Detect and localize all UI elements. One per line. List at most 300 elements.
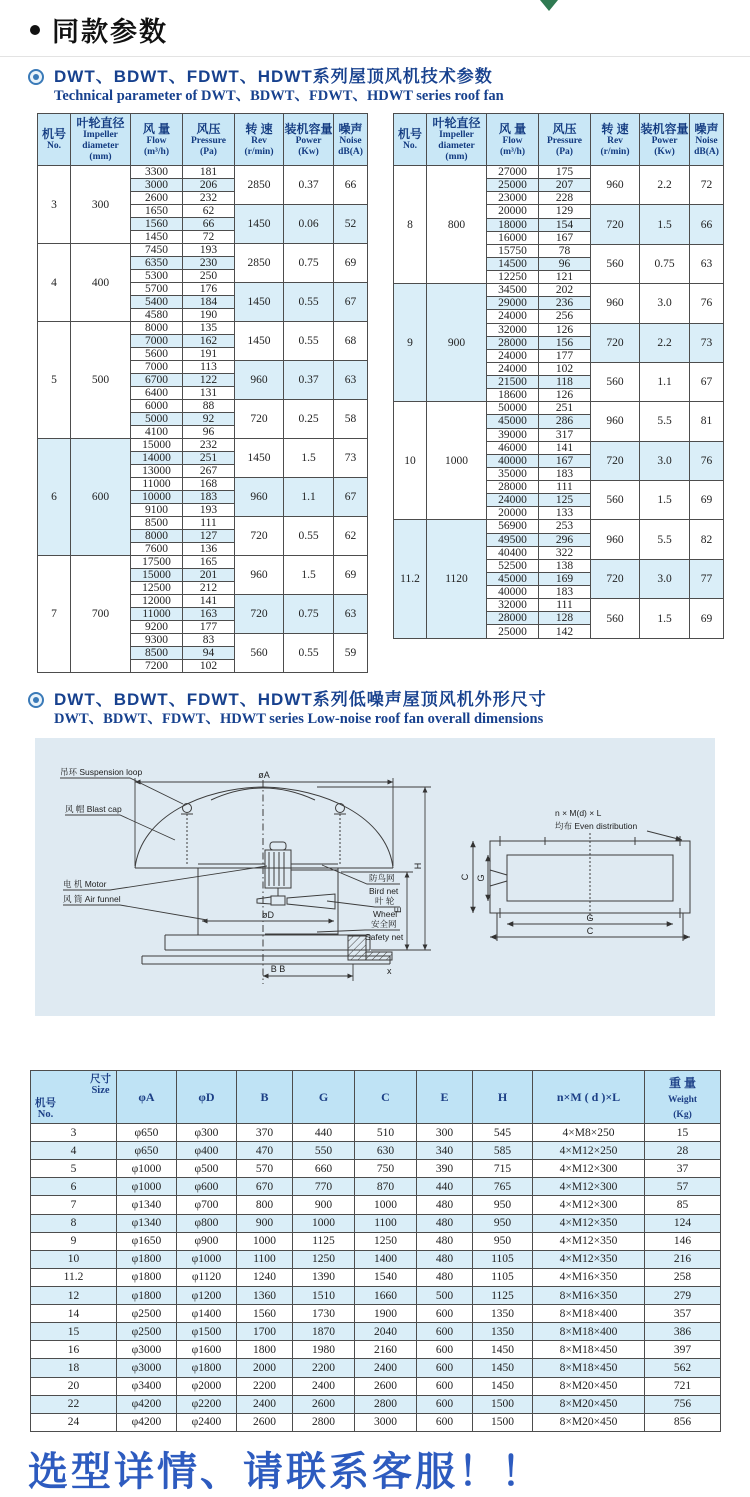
- dim-C-cell: 2160: [355, 1341, 417, 1359]
- dim-col-header-phiD: φD: [177, 1071, 237, 1124]
- dim-phiA-cell: φ4200: [117, 1395, 177, 1413]
- dim-H-cell: 715: [473, 1160, 533, 1178]
- dim-B-cell: 1000: [237, 1232, 293, 1250]
- pressure-cell: 163: [183, 608, 235, 621]
- dim-H-cell: 1450: [473, 1377, 533, 1395]
- dim-no-cell: 14: [31, 1305, 117, 1323]
- param-col-header: 机号 No.: [394, 114, 427, 166]
- rev-cell: 1450: [235, 283, 284, 322]
- dim-phiD-cell: φ700: [177, 1196, 237, 1214]
- dim-no-cell: 6: [31, 1178, 117, 1196]
- dim-bolt-cell: 4×M8×250: [533, 1124, 645, 1142]
- dim-C-cell: 1900: [355, 1305, 417, 1323]
- dim-row: [31, 1305, 721, 1323]
- pressure-cell: 96: [539, 257, 591, 270]
- flow-cell: 45000: [487, 415, 539, 428]
- pressure-cell: 286: [539, 415, 591, 428]
- param-col-header: 风 量 Flow (m³/h): [131, 114, 183, 166]
- flow-cell: 9100: [131, 504, 183, 517]
- dim-label-c-left: C: [460, 873, 470, 881]
- dim-G-cell: 550: [293, 1142, 355, 1160]
- dim-G-cell: 1125: [293, 1232, 355, 1250]
- noise-cell: 76: [690, 441, 724, 480]
- param-col-header: 机号 No.: [38, 114, 71, 166]
- bolt-spec-label: n × M(d) × L: [555, 808, 602, 818]
- pressure-cell: 125: [539, 494, 591, 507]
- power-cell: 1.5: [640, 481, 690, 520]
- flow-cell: 15750: [487, 244, 539, 257]
- impeller-diameter-cell: 300: [71, 166, 131, 244]
- machine-no-cell: 8: [394, 166, 427, 284]
- noise-cell: 67: [334, 283, 368, 322]
- dim-phiA-cell: φ4200: [117, 1413, 177, 1431]
- dim-B-cell: 900: [237, 1214, 293, 1232]
- dim-weight-cell: 37: [645, 1160, 721, 1178]
- dim-B-cell: 1700: [237, 1323, 293, 1341]
- pressure-cell: 126: [539, 389, 591, 402]
- flow-cell: 20000: [487, 507, 539, 520]
- dim-C-cell: 2040: [355, 1323, 417, 1341]
- dim-G-cell: 1730: [293, 1305, 355, 1323]
- corner-no-label: 机号 No.: [35, 1098, 56, 1120]
- flow-cell: 8500: [131, 647, 183, 660]
- flow-cell: 4580: [131, 309, 183, 322]
- label-safety-net-en: Safety net: [365, 932, 404, 942]
- dim-B-cell: 570: [237, 1160, 293, 1178]
- pressure-cell: 154: [539, 218, 591, 231]
- flow-cell: 1560: [131, 218, 183, 231]
- dim-bolt-cell: 8×M20×450: [533, 1395, 645, 1413]
- pressure-cell: 83: [183, 634, 235, 647]
- dim-row: [31, 1250, 721, 1268]
- dim-weight-cell: 258: [645, 1268, 721, 1286]
- dim-row: [31, 1323, 721, 1341]
- dim-H-cell: 765: [473, 1178, 533, 1196]
- pressure-cell: 183: [183, 491, 235, 504]
- flow-cell: 28000: [487, 612, 539, 625]
- dim-phiD-cell: φ500: [177, 1160, 237, 1178]
- footer-cta-text: 选型详情、请联系客服！！: [28, 1450, 544, 1494]
- dim-weight-cell: 721: [645, 1377, 721, 1395]
- noise-cell: 63: [334, 361, 368, 400]
- dim-G-cell: 2200: [293, 1359, 355, 1377]
- dim-C-cell: 1660: [355, 1286, 417, 1304]
- rev-cell: 720: [591, 441, 640, 480]
- dim-C-cell: 1250: [355, 1232, 417, 1250]
- dim-phiA-cell: φ3000: [117, 1359, 177, 1377]
- flow-cell: 12250: [487, 271, 539, 284]
- machine-no-cell: 3: [38, 166, 71, 244]
- dim-bolt-cell: 8×M20×450: [533, 1413, 645, 1431]
- page-title: 同款参数: [52, 17, 168, 47]
- dim-E-cell: 340: [417, 1142, 473, 1160]
- flow-cell: 1650: [131, 205, 183, 218]
- flow-cell: 6700: [131, 374, 183, 387]
- dim-weight-cell: 85: [645, 1196, 721, 1214]
- dim-G-cell: 2600: [293, 1395, 355, 1413]
- dim-B-cell: 800: [237, 1196, 293, 1214]
- flow-cell: 5400: [131, 296, 183, 309]
- flow-cell: 8500: [131, 517, 183, 530]
- noise-cell: 66: [334, 166, 368, 205]
- dim-no-cell: 22: [31, 1395, 117, 1413]
- dim-bolt-cell: 4×M12×250: [533, 1142, 645, 1160]
- dim-H-cell: 545: [473, 1124, 533, 1142]
- dim-phiD-cell: φ1200: [177, 1286, 237, 1304]
- dim-phiA-cell: φ3000: [117, 1341, 177, 1359]
- dim-E-cell: 480: [417, 1268, 473, 1286]
- dim-row: [31, 1341, 721, 1359]
- pressure-cell: 207: [539, 179, 591, 192]
- rev-cell: 960: [235, 478, 284, 517]
- power-cell: 0.75: [284, 244, 334, 283]
- dim-B-cell: 670: [237, 1178, 293, 1196]
- pressure-cell: 253: [539, 520, 591, 533]
- dim-phiD-cell: φ1120: [177, 1268, 237, 1286]
- fan-cross-section: [135, 780, 393, 984]
- pressure-cell: 78: [539, 244, 591, 257]
- rev-cell: 1450: [235, 205, 284, 244]
- pressure-cell: 317: [539, 428, 591, 441]
- flow-cell: 8000: [131, 322, 183, 335]
- dim-H-cell: 1350: [473, 1323, 533, 1341]
- dim-G-cell: 1510: [293, 1286, 355, 1304]
- dim-E-cell: 480: [417, 1214, 473, 1232]
- fan-dimension-diagram: [35, 738, 715, 1016]
- pressure-cell: 118: [539, 376, 591, 389]
- flow-cell: 25000: [487, 625, 539, 639]
- dim-label-g-left: G: [476, 874, 486, 882]
- dim-H-cell: 1500: [473, 1413, 533, 1431]
- dim-no-cell: 5: [31, 1160, 117, 1178]
- rev-cell: 960: [235, 556, 284, 595]
- double-circle-icon: [28, 69, 44, 85]
- param-col-header: 噪声 Noise dB(A): [690, 114, 724, 166]
- power-cell: 1.5: [640, 205, 690, 244]
- flow-cell: 3000: [131, 179, 183, 192]
- dim-phiA-cell: φ1000: [117, 1178, 177, 1196]
- rev-cell: 960: [591, 166, 640, 205]
- dim-C-cell: 1400: [355, 1250, 417, 1268]
- impeller-diameter-cell: 400: [71, 244, 131, 322]
- pressure-cell: 122: [183, 374, 235, 387]
- noise-cell: 68: [334, 322, 368, 361]
- power-cell: 0.75: [640, 244, 690, 283]
- dim-phiA-cell: φ1000: [117, 1160, 177, 1178]
- dim-weight-cell: 856: [645, 1413, 721, 1431]
- dim-C-cell: 3000: [355, 1413, 417, 1431]
- scroll-arrow-icon: [540, 0, 558, 11]
- dim-row: [31, 1359, 721, 1377]
- corner-header: [31, 1071, 117, 1124]
- dim-H-cell: 950: [473, 1214, 533, 1232]
- noise-cell: 52: [334, 205, 368, 244]
- rev-cell: 1450: [235, 322, 284, 361]
- pressure-cell: 167: [539, 231, 591, 244]
- pressure-cell: 296: [539, 533, 591, 546]
- flow-cell: 40000: [487, 454, 539, 467]
- param-col-header: 风 量 Flow (m³/h): [487, 114, 539, 166]
- dim-label-h: H: [413, 862, 423, 870]
- pressure-cell: 168: [183, 478, 235, 491]
- dim-E-cell: 480: [417, 1250, 473, 1268]
- power-cell: 2.2: [640, 323, 690, 362]
- dim-phiD-cell: φ2000: [177, 1377, 237, 1395]
- dim-phiA-cell: φ1340: [117, 1214, 177, 1232]
- dim-bolt-cell: 8×M18×450: [533, 1359, 645, 1377]
- power-cell: 0.55: [284, 634, 334, 673]
- param-table-right-head: [394, 114, 724, 166]
- pressure-cell: 184: [183, 296, 235, 309]
- param-row: [394, 284, 724, 297]
- dim-bolt-cell: 4×M12×350: [533, 1232, 645, 1250]
- corner-size-label: 尺寸 Size: [90, 1074, 111, 1096]
- dim-G-cell: 660: [293, 1160, 355, 1178]
- dim-E-cell: 600: [417, 1359, 473, 1377]
- machine-no-cell: 10: [394, 402, 427, 520]
- machine-no-cell: 6: [38, 439, 71, 556]
- pressure-cell: 127: [183, 530, 235, 543]
- rev-cell: 720: [591, 559, 640, 598]
- dim-H-cell: 950: [473, 1196, 533, 1214]
- dim-phiA-cell: φ650: [117, 1124, 177, 1142]
- flow-cell: 12000: [131, 595, 183, 608]
- dim-row: [31, 1142, 721, 1160]
- dim-B-cell: 2000: [237, 1359, 293, 1377]
- flow-cell: 18600: [487, 389, 539, 402]
- pressure-cell: 267: [183, 465, 235, 478]
- power-cell: 0.06: [284, 205, 334, 244]
- label-safety-net-zh: 安全网: [371, 919, 397, 929]
- pressure-cell: 156: [539, 336, 591, 349]
- section1-heading: [28, 66, 750, 105]
- dim-weight-cell: 28: [645, 1142, 721, 1160]
- dim-C-cell: 870: [355, 1178, 417, 1196]
- flow-cell: 16000: [487, 231, 539, 244]
- dim-E-cell: 600: [417, 1395, 473, 1413]
- dim-phiA-cell: φ1340: [117, 1196, 177, 1214]
- flow-cell: 20000: [487, 205, 539, 218]
- dim-H-cell: 1105: [473, 1268, 533, 1286]
- flow-cell: 14000: [131, 452, 183, 465]
- flow-cell: 12500: [131, 582, 183, 595]
- dim-bolt-cell: 4×M12×300: [533, 1160, 645, 1178]
- flow-cell: 3300: [131, 166, 183, 179]
- dim-phiA-cell: φ2500: [117, 1305, 177, 1323]
- dim-H-cell: 1350: [473, 1305, 533, 1323]
- flow-cell: 34500: [487, 284, 539, 297]
- dim-label-e: E: [393, 906, 403, 914]
- dim-B-cell: 2400: [237, 1395, 293, 1413]
- machine-no-cell: 7: [38, 556, 71, 673]
- dim-bolt-cell: 8×M18×400: [533, 1305, 645, 1323]
- power-cell: 0.37: [284, 166, 334, 205]
- flow-cell: 8000: [131, 530, 183, 543]
- dim-no-cell: 12: [31, 1286, 117, 1304]
- pressure-cell: 142: [539, 625, 591, 639]
- dim-phiA-cell: φ2500: [117, 1323, 177, 1341]
- dim-row: [31, 1196, 721, 1214]
- flow-cell: 6350: [131, 257, 183, 270]
- param-col-header: 风压 Pressure (Pa): [539, 114, 591, 166]
- dim-phiA-cell: φ1800: [117, 1268, 177, 1286]
- section1-title-en: Technical parameter of DWT、BDWT、FDWT、HDWT series roof fan: [54, 88, 504, 104]
- dim-weight-cell: 386: [645, 1323, 721, 1341]
- noise-cell: 67: [690, 362, 724, 401]
- bolt-distribution-label: 均布 Even distribution: [555, 821, 638, 831]
- pressure-cell: 141: [183, 595, 235, 608]
- dim-E-cell: 600: [417, 1341, 473, 1359]
- noise-cell: 81: [690, 402, 724, 441]
- dim-H-cell: 1105: [473, 1250, 533, 1268]
- param-col-header: 装机容量 Power (Kw): [284, 114, 334, 166]
- dim-phiD-cell: φ900: [177, 1232, 237, 1250]
- power-cell: 0.55: [284, 517, 334, 556]
- pressure-cell: 212: [183, 582, 235, 595]
- dim-no-cell: 11.2: [31, 1268, 117, 1286]
- flow-cell: 27000: [487, 166, 539, 179]
- flow-cell: 11000: [131, 608, 183, 621]
- rev-cell: 560: [591, 362, 640, 401]
- dim-no-cell: 10: [31, 1250, 117, 1268]
- flow-cell: 18000: [487, 218, 539, 231]
- dim-row: [31, 1160, 721, 1178]
- rev-cell: 960: [591, 284, 640, 323]
- x-mark: x: [387, 966, 392, 976]
- dim-G-cell: 1000: [293, 1214, 355, 1232]
- label-bird-net-zh: 防鸟网: [369, 873, 395, 883]
- power-cell: 0.55: [284, 283, 334, 322]
- dim-H-cell: 1450: [473, 1341, 533, 1359]
- param-col-header: 叶轮直径 Impeller diameter (mm): [71, 114, 131, 166]
- param-row: [394, 520, 724, 533]
- dim-row: [31, 1377, 721, 1395]
- flow-cell: 14500: [487, 257, 539, 270]
- dim-C-cell: 1000: [355, 1196, 417, 1214]
- pressure-cell: 232: [183, 192, 235, 205]
- dim-H-cell: 1500: [473, 1395, 533, 1413]
- pressure-cell: 62: [183, 205, 235, 218]
- pressure-cell: 128: [539, 612, 591, 625]
- pressure-cell: 96: [183, 426, 235, 439]
- noise-cell: 63: [334, 595, 368, 634]
- pressure-cell: 66: [183, 218, 235, 231]
- impeller-diameter-cell: 800: [427, 166, 487, 284]
- dim-phiA-cell: φ1800: [117, 1250, 177, 1268]
- impeller-diameter-cell: 700: [71, 556, 131, 673]
- dim-weight-cell: 216: [645, 1250, 721, 1268]
- dim-G-cell: 2400: [293, 1377, 355, 1395]
- dim-C-cell: 630: [355, 1142, 417, 1160]
- dim-B-cell: 370: [237, 1124, 293, 1142]
- dim-weight-cell: 279: [645, 1286, 721, 1304]
- dim-E-cell: 480: [417, 1196, 473, 1214]
- dim-weight-cell: 397: [645, 1341, 721, 1359]
- dim-row: [31, 1395, 721, 1413]
- flow-cell: 5700: [131, 283, 183, 296]
- param-col-header: 转 速 Rev (r/min): [591, 114, 640, 166]
- power-cell: 0.75: [284, 595, 334, 634]
- flow-cell: 29000: [487, 297, 539, 310]
- dim-phiD-cell: φ1800: [177, 1359, 237, 1377]
- dim-label-a: øA: [258, 770, 270, 780]
- param-header-row: [394, 114, 724, 166]
- pressure-cell: 121: [539, 271, 591, 284]
- pressure-cell: 236: [539, 297, 591, 310]
- param-col-header: 转 速 Rev (r/min): [235, 114, 284, 166]
- dim-C-cell: 510: [355, 1124, 417, 1142]
- dim-bolt-cell: 8×M20×450: [533, 1377, 645, 1395]
- dim-phiA-cell: φ3400: [117, 1377, 177, 1395]
- rev-cell: 960: [591, 520, 640, 559]
- power-cell: 0.37: [284, 361, 334, 400]
- machine-no-cell: 5: [38, 322, 71, 439]
- flow-cell: 7450: [131, 244, 183, 257]
- rev-cell: 1450: [235, 439, 284, 478]
- dim-B-cell: 2600: [237, 1413, 293, 1431]
- pressure-cell: 206: [183, 179, 235, 192]
- param-col-header: 装机容量 Power (Kw): [640, 114, 690, 166]
- pressure-cell: 138: [539, 559, 591, 572]
- impeller-diameter-cell: 900: [427, 284, 487, 402]
- noise-cell: 77: [690, 559, 724, 598]
- pressure-cell: 177: [539, 349, 591, 362]
- noise-cell: 58: [334, 400, 368, 439]
- rev-cell: 720: [591, 205, 640, 244]
- pressure-cell: 176: [183, 283, 235, 296]
- dim-weight-cell: 15: [645, 1124, 721, 1142]
- rev-cell: 720: [235, 595, 284, 634]
- flow-cell: 49500: [487, 533, 539, 546]
- rev-cell: 560: [591, 481, 640, 520]
- pressure-cell: 183: [539, 467, 591, 480]
- power-cell: 1.1: [284, 478, 334, 517]
- flow-cell: 4100: [131, 426, 183, 439]
- pressure-cell: 191: [183, 348, 235, 361]
- dim-row: [31, 1232, 721, 1250]
- dim-E-cell: 600: [417, 1413, 473, 1431]
- label-air-funnel: 风 筒 Air funnel: [63, 894, 121, 904]
- section2-heading: [28, 689, 750, 728]
- pressure-cell: 201: [183, 569, 235, 582]
- dim-phiD-cell: φ1500: [177, 1323, 237, 1341]
- noise-cell: 72: [690, 166, 724, 205]
- dim-phiD-cell: φ800: [177, 1214, 237, 1232]
- section2-title-zh: DWT、BDWT、FDWT、HDWT系列低噪声屋顶风机外形尺寸: [54, 690, 547, 709]
- dim-bolt-cell: 8×M16×350: [533, 1286, 645, 1304]
- dim-B-cell: 470: [237, 1142, 293, 1160]
- dim-G-cell: 900: [293, 1196, 355, 1214]
- rev-cell: 720: [235, 517, 284, 556]
- dim-H-cell: 585: [473, 1142, 533, 1160]
- machine-no-cell: 9: [394, 284, 427, 402]
- dim-weight-cell: 357: [645, 1305, 721, 1323]
- label-motor: 电 机 Motor: [63, 879, 107, 889]
- flow-cell: 32000: [487, 599, 539, 612]
- power-cell: 1.1: [640, 362, 690, 401]
- double-circle-dot: [33, 697, 39, 703]
- dim-G-cell: 1390: [293, 1268, 355, 1286]
- double-circle-dot: [33, 74, 39, 80]
- noise-cell: 59: [334, 634, 368, 673]
- noise-cell: 69: [690, 599, 724, 639]
- pressure-cell: 102: [183, 660, 235, 673]
- label-blast-cap: 风 帽 Blast cap: [65, 804, 122, 814]
- noise-cell: 62: [334, 517, 368, 556]
- dim-weight-cell: 57: [645, 1178, 721, 1196]
- dimension-table-body: [31, 1124, 721, 1432]
- dim-col-header-B: B: [237, 1071, 293, 1124]
